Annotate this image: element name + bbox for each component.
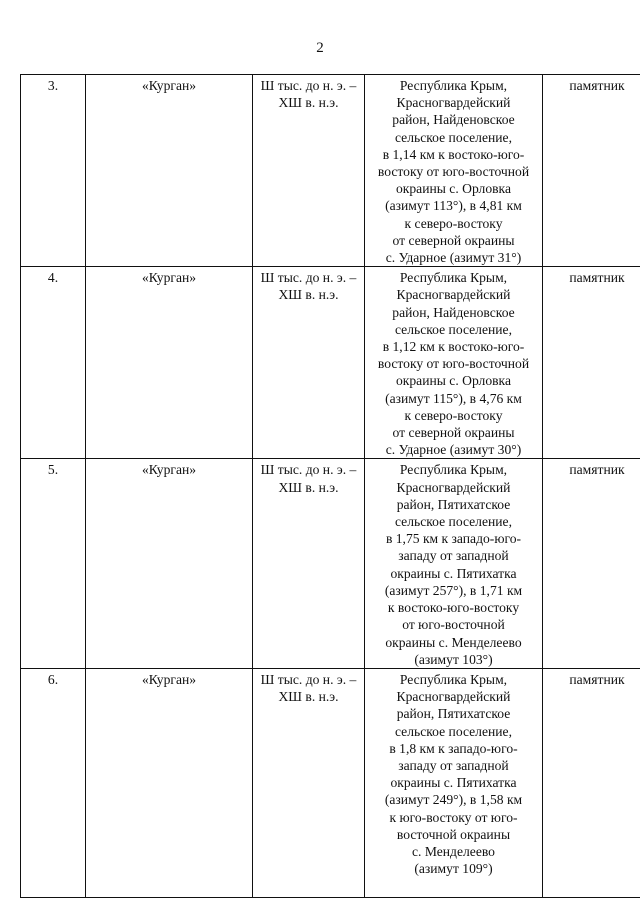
row-number: 3. (21, 75, 86, 267)
dating-cell (253, 459, 365, 668)
location-line: окраины с. Орловка (395, 181, 511, 197)
location-line: окраины с. Пятихатка (390, 775, 517, 791)
location-line: сельское поселение, (394, 129, 512, 145)
location-line: востоку от юго-восточной (377, 356, 530, 372)
location-line: с. Менделеево (412, 843, 495, 859)
location-line: (азимут 257°), в 1,71 км (384, 582, 523, 598)
location-line: в 1,75 км к западо-юго- (385, 531, 522, 547)
row-number: 6. (21, 668, 86, 897)
location-line: (азимут 103°) (414, 651, 493, 667)
dating-line: ХШ в. н.э. (278, 479, 339, 495)
location-line: район, Пятихатское (396, 496, 511, 512)
table-row (21, 668, 640, 897)
location-line: от северной окраины (392, 232, 515, 248)
location-line: к востоко-юго-востоку (387, 600, 520, 616)
location-line: район, Найденовское (392, 304, 515, 320)
location-line: (азимут 115°), в 4,76 км (385, 390, 522, 406)
location-cell (365, 668, 543, 897)
location-line: (азимут 109°) (414, 861, 493, 877)
location-line: Красногвардейский (396, 287, 511, 303)
table-row (21, 459, 640, 668)
location-line: район, Пятихатское (396, 706, 511, 722)
table-row (21, 267, 640, 459)
location-line: к северо-востоку (404, 215, 503, 231)
dating-line: ХШ в. н.э. (278, 689, 339, 705)
location-line: Республика Крым, (399, 78, 508, 93)
row-number: 5. (21, 459, 86, 668)
location-cell (365, 267, 543, 459)
location-line: востоку от юго-восточной (377, 164, 530, 180)
location-line: Республика Крым, (399, 462, 508, 478)
table-row (21, 75, 640, 267)
location-line: окраины с. Пятихатка (390, 565, 517, 581)
location-line: Республика Крым, (399, 270, 508, 286)
object-name: «Курган» (86, 267, 253, 459)
dating-line: ХШ в. н.э. (278, 95, 339, 111)
location-line: западу от западной (398, 757, 509, 773)
object-name: «Курган» (86, 668, 253, 897)
location-line: восточной окраины (396, 826, 511, 842)
row-number: 4. (21, 267, 86, 459)
page-number: 2 (316, 40, 324, 56)
location-line: окраины с. Орловка (395, 373, 511, 389)
location-line: Красногвардейский (396, 689, 511, 705)
category-cell: памятник (543, 75, 640, 267)
dating-cell (253, 668, 365, 897)
location-line: в 1,12 км к востоко-юго- (382, 339, 525, 355)
location-line: сельское поселение, (394, 514, 512, 530)
location-line: (азимут 113°), в 4,81 км (385, 198, 522, 214)
location-line: с. Ударное (азимут 31°) (385, 250, 522, 266)
location-cell (365, 459, 543, 668)
location-line: к юго-востоку от юго- (389, 809, 518, 825)
location-line: в 1,14 км к востоко-юго- (382, 146, 525, 162)
dating-cell (253, 267, 365, 459)
dating-line: Ш тыс. до н. э. – (260, 462, 357, 478)
dating-line: Ш тыс. до н. э. – (260, 270, 357, 286)
location-line: в 1,8 км к западо-юго- (389, 740, 518, 756)
dating-line: Ш тыс. до н. э. – (260, 78, 357, 93)
location-line: от северной окраины (392, 425, 515, 441)
location-line: район, Найденовское (392, 112, 515, 128)
location-line: сельское поселение, (394, 321, 512, 337)
location-line: западу от западной (398, 548, 509, 564)
location-line: Красногвардейский (396, 95, 511, 111)
dating-line: Ш тыс. до н. э. – (260, 671, 357, 687)
object-name: «Курган» (86, 75, 253, 267)
location-line: сельское поселение, (394, 723, 512, 739)
location-line: к северо-востоку (404, 407, 503, 423)
location-line: окраины с. Менделеево (385, 634, 522, 650)
location-line: (азимут 249°), в 1,58 км (384, 792, 523, 808)
monuments-table (20, 74, 640, 898)
category-cell: памятник (543, 267, 640, 459)
location-line: Красногвардейский (396, 479, 511, 495)
location-line: с. Ударное (азимут 30°) (385, 442, 522, 458)
dating-cell (253, 75, 365, 267)
location-line: от юго-восточной (402, 617, 505, 633)
dating-line: ХШ в. н.э. (278, 287, 339, 303)
category-cell: памятник (543, 459, 640, 668)
location-line: Республика Крым, (399, 671, 508, 687)
location-cell (365, 75, 543, 267)
category-cell: памятник (543, 668, 640, 897)
object-name: «Курган» (86, 459, 253, 668)
